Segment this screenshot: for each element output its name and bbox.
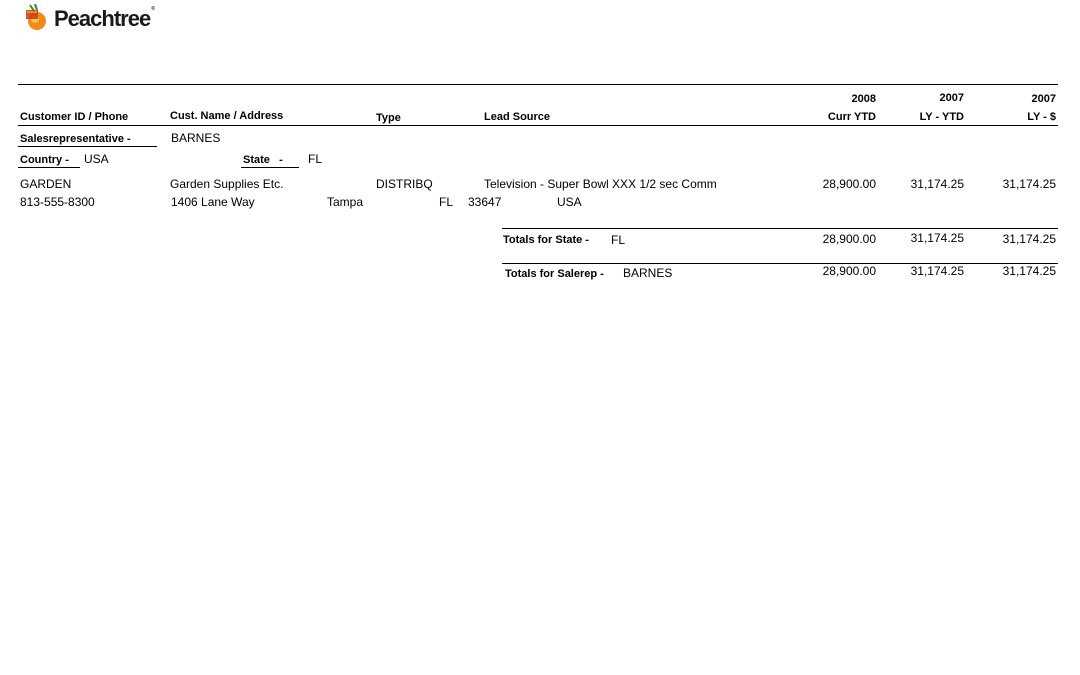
header-top-rule xyxy=(18,84,1058,85)
header-customer-id-phone: Customer ID / Phone xyxy=(20,111,129,123)
header-col1-year: 2008 xyxy=(851,93,876,105)
header-col3-label: LY - $ xyxy=(1027,111,1056,123)
header-col2-label: LY - YTD xyxy=(919,111,964,123)
peach-icon xyxy=(24,2,56,34)
customer-city: Tampa xyxy=(327,195,364,209)
country-value: USA xyxy=(84,152,109,166)
customer-ly-ytd: 31,174.25 xyxy=(910,177,964,191)
totals-state-label: Totals for State - xyxy=(503,234,589,246)
customer-curr-ytd: 28,900.00 xyxy=(822,177,876,191)
customer-zip: 33647 xyxy=(468,195,502,209)
header-type: Type xyxy=(376,112,401,124)
customer-type: DISTRIBQ xyxy=(376,177,433,191)
totals-salerep-ly-dollars: 31,174.25 xyxy=(1002,264,1056,278)
logo-wordmark xyxy=(54,6,154,32)
salesrep-value: BARNES xyxy=(171,131,221,145)
header-lead-source: Lead Source xyxy=(484,111,551,123)
header-cust-name-address: Cust. Name / Address xyxy=(170,110,284,122)
header-col2-year: 2007 xyxy=(939,92,964,104)
totals-state-curr-ytd: 28,900.00 xyxy=(822,232,876,246)
totals-salerep-label: Totals for Salerep - xyxy=(505,268,604,280)
header-col3-year: 2007 xyxy=(1031,93,1056,105)
salesrep-label: Salesrepresentative - xyxy=(20,133,131,145)
totals-state-rule xyxy=(502,228,1058,229)
customer-state: FL xyxy=(439,195,454,209)
logo-trademark: ® xyxy=(151,6,154,12)
logo-brand-text: Peachtree xyxy=(54,6,151,31)
customer-address: 1406 Lane Way xyxy=(171,195,255,209)
totals-salerep-ly-ytd: 31,174.25 xyxy=(910,264,964,278)
customer-lead-source: Television - Super Bowl XXX 1/2 sec Comm xyxy=(484,177,717,191)
state-label: State - xyxy=(243,154,283,166)
totals-salerep-curr-ytd: 28,900.00 xyxy=(822,264,876,278)
state-value: FL xyxy=(308,152,323,166)
state-underline xyxy=(241,167,299,168)
country-underline xyxy=(18,167,80,168)
header-col1-label: Curr YTD xyxy=(827,111,876,123)
country-label: Country - xyxy=(20,154,69,166)
customer-phone: 813-555-8300 xyxy=(20,195,95,209)
totals-state-ly-dollars: 31,174.25 xyxy=(1002,232,1056,246)
totals-salerep-value: BARNES xyxy=(623,266,673,280)
customer-id: GARDEN xyxy=(20,177,72,191)
customer-name: Garden Supplies Etc. xyxy=(170,177,284,191)
header-bottom-rule xyxy=(18,125,1058,126)
salesrep-underline xyxy=(18,146,157,147)
customer-ly-dollars: 31,174.25 xyxy=(1002,177,1056,191)
totals-state-value: FL xyxy=(611,233,626,247)
totals-state-ly-ytd: 31,174.25 xyxy=(910,231,964,245)
customer-country: USA xyxy=(557,195,582,209)
